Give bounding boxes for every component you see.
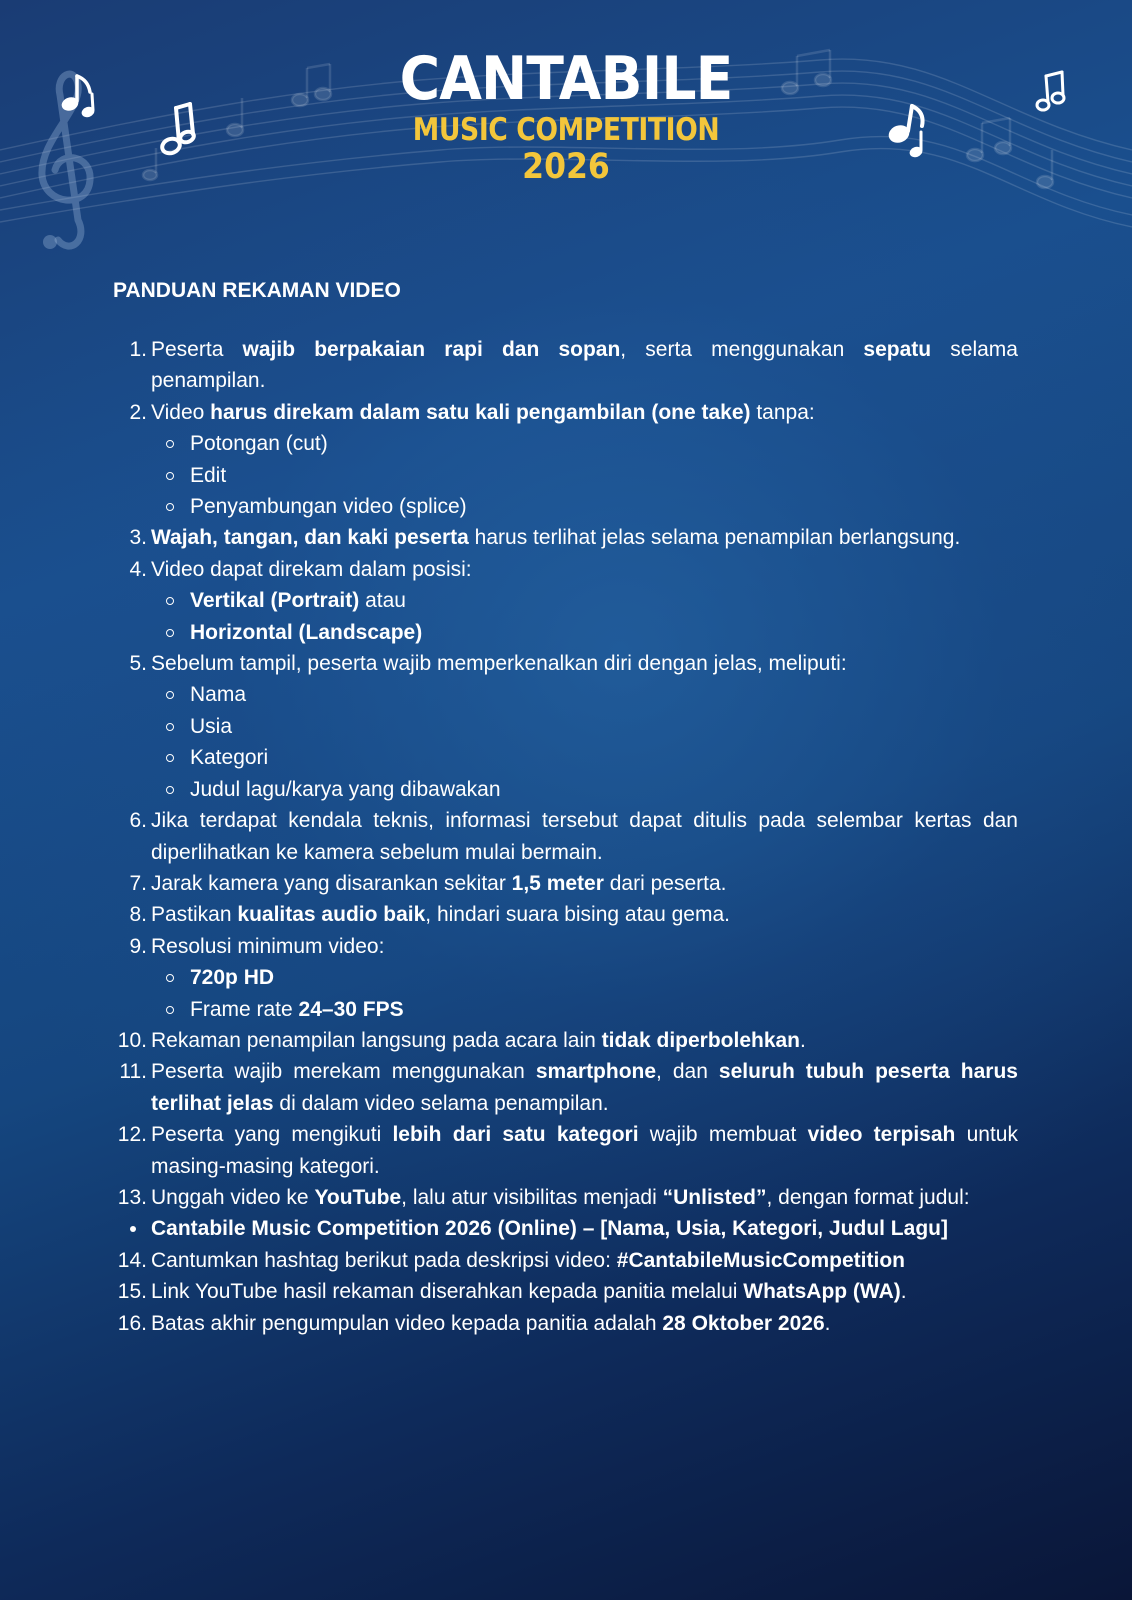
- sub-item: Penyambungan video (splice): [151, 491, 1018, 522]
- section-title: PANDUAN REKAMAN VIDEO: [113, 279, 401, 302]
- item-bold: smartphone: [535, 1060, 657, 1084]
- guide-content: [113, 278, 1018, 1339]
- item-text: Cantumkan hashtag berikut pada deskripsi video:: [151, 1248, 617, 1272]
- item-text: Unggah video ke: [151, 1185, 315, 1209]
- item-bold: tidak diperbolehkan: [601, 1028, 801, 1052]
- sub-item: Edit: [151, 460, 1018, 491]
- item-bold: seluruh tubuh peserta harus terlihat jelas: [151, 1060, 1018, 1115]
- item-bold: Wajah, tangan, dan kaki peserta: [151, 526, 469, 550]
- item-number: 9.: [129, 934, 147, 958]
- sub-item: Potongan (cut): [151, 428, 1018, 459]
- item-number: 6.: [129, 809, 147, 833]
- logo-year: 2026: [522, 147, 610, 187]
- item-text: Jika terdapat kendala teknis, informasi tersebut dapat ditulis pada selembar kertas dan diperlihatkan ke kamera sebelum mulai bermain.: [151, 809, 1018, 864]
- item-bold: harus direkam dalam satu kali pengambilan (one take): [210, 400, 751, 424]
- item-number: 7.: [129, 871, 147, 895]
- item-bold: “Unlisted”: [662, 1185, 767, 1209]
- sub-item: Judul lagu/karya yang dibawakan: [151, 774, 1018, 805]
- item-text: .: [900, 1280, 907, 1304]
- guide-item: [113, 1056, 1018, 1119]
- guide-item: [113, 1245, 1018, 1276]
- item-text: di dalam video selama penampilan.: [273, 1091, 609, 1115]
- item-text: wajib membuat: [638, 1123, 808, 1147]
- item-text: Link YouTube hasil rekaman diserahkan kepada panitia melalui: [151, 1280, 744, 1304]
- item-text: Rekaman penampilan langsung pada acara lain: [151, 1028, 602, 1052]
- item-number: 3.: [129, 526, 147, 550]
- item-bold: wajib berpakaian rapi dan sopan: [242, 338, 621, 361]
- guide-item: [113, 899, 1018, 930]
- item-bold: kualitas audio baik: [237, 903, 426, 927]
- sub-item-bold: Vertikal (Portrait): [190, 589, 360, 613]
- sub-item-bold: 24–30 FPS: [298, 997, 404, 1021]
- item-text: Sebelum tampil, peserta wajib memperkenalkan diri dengan jelas, meliputi:: [151, 652, 847, 676]
- sub-item-bold: Horizontal (Landscape): [190, 620, 423, 644]
- item-number: 15.: [117, 1280, 147, 1304]
- sub-list: [151, 428, 1018, 522]
- sub-item: Kategori: [151, 742, 1018, 773]
- item-text: harus terlihat jelas selama penampilan berlangsung.: [468, 526, 961, 550]
- item-number: 14.: [117, 1248, 147, 1272]
- item-number: 11.: [119, 1060, 147, 1084]
- sub-item: [151, 617, 1018, 648]
- sub-item: [151, 962, 1018, 993]
- guide-item: [113, 397, 1018, 523]
- item-number: 16.: [117, 1311, 147, 1335]
- item-number: 4.: [129, 557, 147, 581]
- item-text: , dengan format judul:: [766, 1185, 970, 1209]
- item-bold: WhatsApp (WA): [743, 1280, 901, 1304]
- item-bold: sepatu: [863, 338, 932, 361]
- sub-item: Usia: [151, 711, 1018, 742]
- item-text: tanpa:: [750, 400, 815, 424]
- sub-item: Nama: [151, 679, 1018, 710]
- sub-item-bold: 720p HD: [190, 966, 275, 990]
- item-text: Peserta wajib merekam menggunakan: [151, 1060, 536, 1084]
- sub-item-text: Frame rate: [190, 997, 299, 1021]
- guide-item: [113, 1182, 1018, 1213]
- item-text: Peserta: [151, 338, 243, 361]
- guide-item: [113, 1308, 1018, 1339]
- logo-title: CANTABILE: [399, 44, 733, 114]
- guide-item: [113, 1025, 1018, 1056]
- item-text: Video: [151, 400, 211, 424]
- item-text: .: [800, 1028, 806, 1052]
- item-text: .: [824, 1311, 831, 1335]
- item-number: 13.: [117, 1185, 147, 1209]
- item-text: , lalu atur visibilitas menjadi: [401, 1185, 663, 1209]
- item-text: , serta menggunakan: [620, 338, 864, 361]
- item-bold: 1,5 meter: [511, 871, 604, 895]
- item-text: Resolusi minimum video:: [151, 934, 385, 958]
- item-number: 8.: [129, 903, 147, 927]
- guide-item: [113, 1276, 1018, 1307]
- item-text: dari peserta.: [603, 871, 727, 895]
- guide-item: [113, 1119, 1018, 1182]
- item-number: 1.: [129, 338, 147, 361]
- sub-item: [151, 585, 1018, 616]
- item-text: Video dapat direkam dalam posisi:: [151, 557, 472, 581]
- title-format-list: [113, 1213, 1018, 1244]
- sub-item: [151, 994, 1018, 1025]
- item-text: selama penampilan.: [151, 338, 1018, 393]
- item-bold: video terpisah: [807, 1123, 956, 1147]
- item-number: 2.: [129, 400, 147, 424]
- item-bold: #CantabileMusicCompetition: [616, 1248, 905, 1272]
- item-text: Batas akhir pengumpulan video kepada panitia adalah: [151, 1311, 663, 1335]
- item-text: Jarak kamera yang disarankan sekitar: [151, 871, 512, 895]
- competition-logo: [0, 46, 1132, 186]
- guide-item: [113, 868, 1018, 899]
- guide-item: [113, 334, 1018, 397]
- sub-list: [151, 962, 1018, 1025]
- title-format-text: Cantabile Music Competition 2026 (Online) – [Nama, Usia, Kategori, Judul Lagu]: [151, 1217, 948, 1241]
- item-text: , dan: [656, 1060, 719, 1084]
- sub-list: [151, 585, 1018, 648]
- guide-item: [113, 648, 1018, 805]
- item-bold: YouTube: [314, 1185, 402, 1209]
- item-bold: lebih dari satu kategori: [392, 1123, 639, 1147]
- sub-item-text: atau: [359, 589, 406, 613]
- item-bold: 28 Oktober 2026: [662, 1311, 825, 1335]
- sub-list: [151, 679, 1018, 805]
- item-text: , hindari suara bising atau gema.: [425, 903, 730, 927]
- item-text: Pastikan: [151, 903, 238, 927]
- guide-item: [113, 805, 1018, 868]
- item-number: 10.: [117, 1028, 147, 1052]
- guide-list-continued: [113, 1245, 1018, 1339]
- logo-subtitle: MUSIC COMPETITION: [412, 112, 720, 148]
- guide-item: [113, 522, 1018, 553]
- guide-item: [113, 554, 1018, 648]
- title-format-item: [113, 1213, 1018, 1244]
- item-text: Peserta yang mengikuti: [151, 1123, 393, 1147]
- guide-item: [113, 931, 1018, 1025]
- item-number: 5.: [129, 652, 147, 676]
- guide-list: [113, 334, 1018, 1213]
- item-text: untuk masing-masing kategori.: [151, 1123, 1018, 1178]
- item-number: 12.: [117, 1123, 147, 1147]
